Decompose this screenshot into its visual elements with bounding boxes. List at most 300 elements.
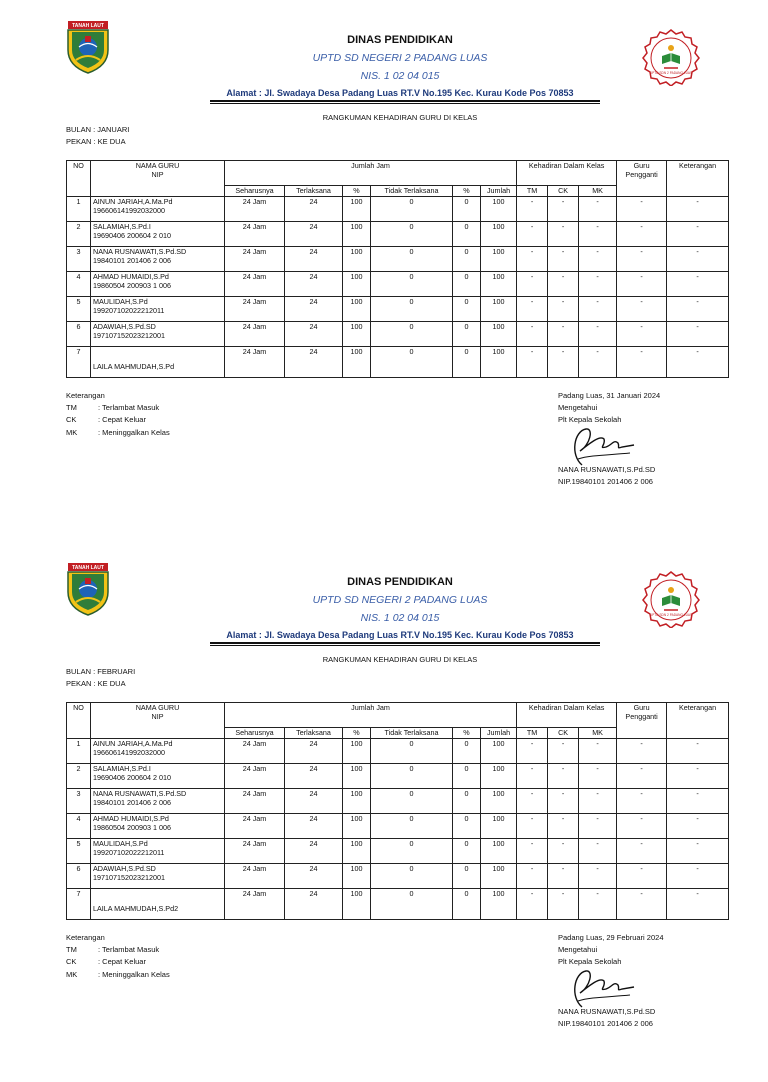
cell-tidak-terlaksana: 0 [371,839,453,864]
cell-persen-2: 0 [453,347,481,378]
col-ck: CK [548,186,579,197]
cell-tidak-terlaksana: 0 [371,197,453,222]
cell-jumlah: 100 [481,247,517,272]
cell-tidak-terlaksana: 0 [371,789,453,814]
cell-jumlah: 100 [481,222,517,247]
sign-role: Plt Kepala Sekolah [558,415,622,425]
teacher-name: SALAMIAH,S.Pd.I [93,222,151,231]
table-row [67,764,729,789]
cell-persen: 100 [343,347,371,378]
cell-persen-2: 0 [453,247,481,272]
cell-no: 1 [67,197,91,222]
teacher-nip: 19840101 201406 2 006 [93,256,171,265]
legend-title: Keterangan [66,391,105,400]
cell-teacher [91,272,225,297]
legend [66,932,170,981]
cell-tm: - [517,839,548,864]
cell-terlaksana: 24 [285,814,343,839]
school-nis: NIS. 1 02 04 015 [360,70,440,82]
cell-guru-pengganti: - [617,839,667,864]
cell-tm: - [517,889,548,920]
cell-no: 2 [67,764,91,789]
cell-seharusnya: 24 Jam [225,222,285,247]
cell-ck: - [548,739,579,764]
cell-seharusnya: 24 Jam [225,864,285,889]
cell-seharusnya: 24 Jam [225,272,285,297]
cell-jumlah: 100 [481,272,517,297]
legend-item: CK : Cepat Keluar [66,957,146,967]
agency-title: DINAS PENDIDIKAN [347,34,453,46]
cell-jumlah: 100 [481,889,517,920]
table-row [67,814,729,839]
cell-no: 3 [67,789,91,814]
cell-tm: - [517,764,548,789]
col-persen: % [343,186,371,197]
teacher-name: AHMAD HUMAIDI,S.Pd [93,272,169,281]
legend-item: TM : Terlambat Masuk [66,403,160,413]
cell-tidak-terlaksana: 0 [371,222,453,247]
cell-persen-2: 0 [453,739,481,764]
cell-jumlah: 100 [481,864,517,889]
teacher-name: MAULIDAH,S.Pd [93,297,148,306]
attendance-rows [67,197,729,378]
report-week: PEKAN : KE DUA [66,137,126,146]
cell-seharusnya: 24 Jam [225,789,285,814]
cell-guru-pengganti: - [617,297,667,322]
cell-no: 5 [67,297,91,322]
legend [66,390,170,439]
cell-no: 1 [67,739,91,764]
cell-tm: - [517,739,548,764]
cell-terlaksana: 24 [285,272,343,297]
report-title: RANGKUMAN KEHADIRAN GURU DI KELAS [322,655,478,664]
cell-keterangan: - [667,839,729,864]
attendance-table [66,160,729,378]
cell-no: 6 [67,322,91,347]
table-row [67,789,729,814]
col-guru-pengganti: Guru Pengganti [617,161,667,197]
cell-mk: - [579,889,617,920]
cell-mk: - [579,322,617,347]
cell-teacher [91,764,225,789]
cell-ck: - [548,297,579,322]
teacher-name: NANA RUSNAWATI,S.Pd.SD [93,247,187,256]
cell-persen: 100 [343,889,371,920]
teacher-name: AINUN JARIAH,A.Ma.Pd [93,197,173,206]
cell-seharusnya: 24 Jam [225,197,285,222]
sign-date: Padang Luas, 29 Februari 2024 [558,933,664,942]
cell-mk: - [579,197,617,222]
table-row [67,197,729,222]
table-row [67,347,729,378]
cell-guru-pengganti: - [617,197,667,222]
cell-teacher [91,839,225,864]
cell-persen-2: 0 [453,297,481,322]
teacher-nip: 199207102022212011 [93,306,165,315]
cell-teacher [91,322,225,347]
attendance-rows [67,739,729,920]
cell-ck: - [548,864,579,889]
table-row [67,322,729,347]
cell-guru-pengganti: - [617,272,667,297]
cell-keterangan: - [667,889,729,920]
header-divider-thin [210,103,600,104]
cell-seharusnya: 24 Jam [225,297,285,322]
table-row [67,889,729,920]
signatory-name: NANA RUSNAWATI,S.Pd.SD [558,1007,656,1016]
col-jumlah-jam: Jumlah Jam [225,161,517,186]
cell-persen: 100 [343,739,371,764]
header-divider [210,642,600,644]
teacher-nip: 19840101 201406 2 006 [93,798,171,807]
regency-emblem-icon [66,562,110,616]
cell-ck: - [548,347,579,378]
cell-keterangan: - [667,222,729,247]
cell-ck: - [548,322,579,347]
signatory-name: NANA RUSNAWATI,S.Pd.SD [558,465,656,474]
cell-keterangan: - [667,789,729,814]
table-row [67,247,729,272]
cell-ck: - [548,764,579,789]
cell-teacher [91,814,225,839]
cell-keterangan: - [667,814,729,839]
table-row [67,222,729,247]
table-row [67,839,729,864]
table-row [67,297,729,322]
cell-mk: - [579,864,617,889]
cell-terlaksana: 24 [285,889,343,920]
col-tm: TM [517,728,548,739]
teacher-nip: 196606141992032000 [93,206,165,215]
signatory-info [558,1006,655,1030]
cell-keterangan: - [667,297,729,322]
col-kehadiran: Kehadiran Dalam Kelas [517,161,617,186]
cell-terlaksana: 24 [285,789,343,814]
teacher-name: NANA RUSNAWATI,S.Pd.SD [93,789,187,798]
cell-tm: - [517,322,548,347]
legend-item: MK : Meninggalkan Kelas [66,969,170,979]
cell-persen: 100 [343,839,371,864]
cell-teacher [91,889,225,920]
svg-text:UPTD SDN 2 PADANG LUAS: UPTD SDN 2 PADANG LUAS [649,613,693,617]
cell-tidak-terlaksana: 0 [371,247,453,272]
col-tidak-terlaksana: Tidak Terlaksana [371,186,453,197]
cell-mk: - [579,222,617,247]
col-mk: MK [579,186,617,197]
cell-tidak-terlaksana: 0 [371,814,453,839]
cell-mk: - [579,814,617,839]
cell-persen-2: 0 [453,272,481,297]
teacher-nip: 19860504 200903 1 006 [93,823,171,832]
cell-mk: - [579,839,617,864]
teacher-name: SALAMIAH,S.Pd.I [93,764,151,773]
cell-tidak-terlaksana: 0 [371,322,453,347]
legend-item: CK : Cepat Keluar [66,415,146,425]
cell-persen-2: 0 [453,864,481,889]
cell-mk: - [579,764,617,789]
cell-no: 7 [67,347,91,378]
cell-persen: 100 [343,297,371,322]
col-no: NO [67,161,91,197]
cell-jumlah: 100 [481,322,517,347]
cell-seharusnya: 24 Jam [225,247,285,272]
signatory-nip: NIP.19840101 201406 2 006 [558,477,653,486]
cell-guru-pengganti: - [617,789,667,814]
cell-ck: - [548,839,579,864]
cell-guru-pengganti: - [617,739,667,764]
cell-teacher [91,297,225,322]
sign-mengetahui: Mengetahui [558,945,598,955]
table-row [67,864,729,889]
cell-no: 7 [67,889,91,920]
col-jumlah-jam: Jumlah Jam [225,703,517,728]
cell-mk: - [579,297,617,322]
cell-seharusnya: 24 Jam [225,814,285,839]
cell-guru-pengganti: - [617,222,667,247]
cell-jumlah: 100 [481,839,517,864]
col-terlaksana: Terlaksana [285,728,343,739]
cell-tm: - [517,814,548,839]
report-month: BULAN : FEBRUARI [66,667,136,676]
cell-jumlah: 100 [481,789,517,814]
sign-date: Padang Luas, 31 Januari 2024 [558,391,661,400]
sign-role: Plt Kepala Sekolah [558,957,622,967]
school-name: UPTD SD NEGERI 2 PADANG LUAS [312,52,488,64]
cell-no: 6 [67,864,91,889]
cell-terlaksana: 24 [285,197,343,222]
cell-persen-2: 0 [453,814,481,839]
cell-persen-2: 0 [453,889,481,920]
cell-persen: 100 [343,322,371,347]
teacher-nip: 19690406 200604 2 010 [93,773,171,782]
col-keterangan: Keterangan [667,161,729,197]
cell-teacher [91,739,225,764]
cell-persen-2: 0 [453,222,481,247]
teacher-nip: 199207102022212011 [93,848,165,857]
report-title: RANGKUMAN KEHADIRAN GURU DI KELAS [322,113,478,122]
cell-tidak-terlaksana: 0 [371,889,453,920]
cell-guru-pengganti: - [617,814,667,839]
cell-terlaksana: 24 [285,864,343,889]
cell-tm: - [517,247,548,272]
col-seharusnya: Seharusnya [225,186,285,197]
school-nis: NIS. 1 02 04 015 [360,612,440,624]
cell-tm: - [517,197,548,222]
col-tidak-terlaksana: Tidak Terlaksana [371,728,453,739]
cell-tm: - [517,864,548,889]
header-divider [210,100,600,102]
cell-mk: - [579,247,617,272]
cell-no: 2 [67,222,91,247]
header-divider-thin [210,645,600,646]
svg-text:TANAH LAUT: TANAH LAUT [72,565,104,571]
cell-no: 5 [67,839,91,864]
cell-jumlah: 100 [481,347,517,378]
report-sheet [0,542,768,1082]
teacher-nip: 19690406 200604 2 010 [93,231,171,240]
cell-terlaksana: 24 [285,222,343,247]
cell-tm: - [517,297,548,322]
cell-keterangan: - [667,347,729,378]
col-persen-2: % [453,728,481,739]
teacher-nip: 196606141992032000 [93,748,165,757]
cell-terlaksana: 24 [285,247,343,272]
cell-teacher [91,347,225,378]
cell-persen: 100 [343,222,371,247]
agency-title: DINAS PENDIDIKAN [347,576,453,588]
legend-item: MK : Meninggalkan Kelas [66,427,170,437]
sign-mengetahui: Mengetahui [558,403,598,413]
signatory-nip: NIP.19840101 201406 2 006 [558,1019,653,1028]
col-jumlah: Jumlah [481,186,517,197]
cell-persen-2: 0 [453,789,481,814]
cell-guru-pengganti: - [617,889,667,920]
cell-no: 4 [67,272,91,297]
cell-persen-2: 0 [453,197,481,222]
cell-tidak-terlaksana: 0 [371,764,453,789]
cell-keterangan: - [667,864,729,889]
svg-text:TANAH LAUT: TANAH LAUT [72,23,104,29]
cell-no: 4 [67,814,91,839]
cell-ck: - [548,222,579,247]
cell-persen-2: 0 [453,764,481,789]
col-terlaksana: Terlaksana [285,186,343,197]
school-logo-icon [640,570,702,628]
handwritten-signature-icon [560,967,640,1011]
cell-teacher [91,864,225,889]
cell-ck: - [548,789,579,814]
cell-keterangan: - [667,247,729,272]
cell-keterangan: - [667,322,729,347]
col-nama-guru: NAMA GURU NIP [91,703,225,739]
teacher-name: ADAWIAH,S.Pd.SD [93,864,156,873]
school-name: UPTD SD NEGERI 2 PADANG LUAS [312,594,488,606]
cell-terlaksana: 24 [285,322,343,347]
cell-seharusnya: 24 Jam [225,839,285,864]
cell-mk: - [579,347,617,378]
cell-jumlah: 100 [481,739,517,764]
cell-tidak-terlaksana: 0 [371,347,453,378]
cell-guru-pengganti: - [617,322,667,347]
attendance-table [66,702,729,920]
cell-tidak-terlaksana: 0 [371,864,453,889]
school-address: Alamat : Jl. Swadaya Desa Padang Luas RT.V No.195 Kec. Kurau Kode Pos 70853 [226,630,574,640]
cell-tm: - [517,789,548,814]
svg-text:UPTD SDN 2 PADANG LUAS: UPTD SDN 2 PADANG LUAS [649,71,693,75]
cell-seharusnya: 24 Jam [225,347,285,378]
cell-persen: 100 [343,814,371,839]
legend-item: TM : Terlambat Masuk [66,945,160,955]
cell-tm: - [517,222,548,247]
cell-keterangan: - [667,272,729,297]
cell-guru-pengganti: - [617,247,667,272]
cell-teacher [91,197,225,222]
cell-mk: - [579,739,617,764]
teacher-nip: 197107152023212001 [93,873,165,882]
cell-seharusnya: 24 Jam [225,764,285,789]
cell-teacher [91,222,225,247]
col-mk: MK [579,728,617,739]
col-nama-guru: NAMA GURU NIP [91,161,225,197]
cell-tidak-terlaksana: 0 [371,739,453,764]
cell-ck: - [548,247,579,272]
cell-persen-2: 0 [453,839,481,864]
cell-guru-pengganti: - [617,864,667,889]
col-guru-pengganti: Guru Pengganti [617,703,667,739]
cell-jumlah: 100 [481,814,517,839]
cell-jumlah: 100 [481,197,517,222]
cell-ck: - [548,814,579,839]
cell-persen: 100 [343,864,371,889]
signature-block [558,932,664,969]
signatory-info [558,464,655,488]
cell-terlaksana: 24 [285,839,343,864]
col-persen: % [343,728,371,739]
cell-terlaksana: 24 [285,739,343,764]
col-kehadiran: Kehadiran Dalam Kelas [517,703,617,728]
teacher-name: AINUN JARIAH,A.Ma.Pd [93,739,173,748]
report-week: PEKAN : KE DUA [66,679,126,688]
cell-tidak-terlaksana: 0 [371,297,453,322]
cell-keterangan: - [667,197,729,222]
cell-persen: 100 [343,789,371,814]
col-persen-2: % [453,186,481,197]
teacher-nip: 197107152023212001 [93,331,165,340]
teacher-name: ADAWIAH,S.Pd.SD [93,322,156,331]
cell-tm: - [517,347,548,378]
col-seharusnya: Seharusnya [225,728,285,739]
cell-teacher [91,789,225,814]
table-row [67,272,729,297]
teacher-nip: 19860504 200903 1 006 [93,281,171,290]
col-keterangan: Keterangan [667,703,729,739]
cell-persen: 100 [343,764,371,789]
cell-tidak-terlaksana: 0 [371,272,453,297]
cell-jumlah: 100 [481,764,517,789]
cell-tm: - [517,272,548,297]
cell-terlaksana: 24 [285,347,343,378]
legend-title: Keterangan [66,933,105,942]
cell-seharusnya: 24 Jam [225,739,285,764]
cell-guru-pengganti: - [617,764,667,789]
report-month: BULAN : JANUARI [66,125,130,134]
cell-persen: 100 [343,272,371,297]
col-jumlah: Jumlah [481,728,517,739]
teacher-name: AHMAD HUMAIDI,S.Pd [93,814,169,823]
col-tm: TM [517,186,548,197]
cell-seharusnya: 24 Jam [225,889,285,920]
cell-persen-2: 0 [453,322,481,347]
signature-block [558,390,660,427]
cell-ck: - [548,197,579,222]
cell-mk: - [579,272,617,297]
table-row [67,739,729,764]
cell-mk: - [579,789,617,814]
school-address: Alamat : Jl. Swadaya Desa Padang Luas RT.V No.195 Kec. Kurau Kode Pos 70853 [226,88,574,98]
cell-jumlah: 100 [481,297,517,322]
cell-no: 3 [67,247,91,272]
cell-keterangan: - [667,764,729,789]
cell-teacher [91,247,225,272]
cell-terlaksana: 24 [285,297,343,322]
teacher-name: LAILA MAHMUDAH,S.Pd2 [93,904,179,913]
col-no: NO [67,703,91,739]
handwritten-signature-icon [560,425,640,469]
cell-terlaksana: 24 [285,764,343,789]
cell-keterangan: - [667,739,729,764]
teacher-name: MAULIDAH,S.Pd [93,839,148,848]
cell-seharusnya: 24 Jam [225,322,285,347]
